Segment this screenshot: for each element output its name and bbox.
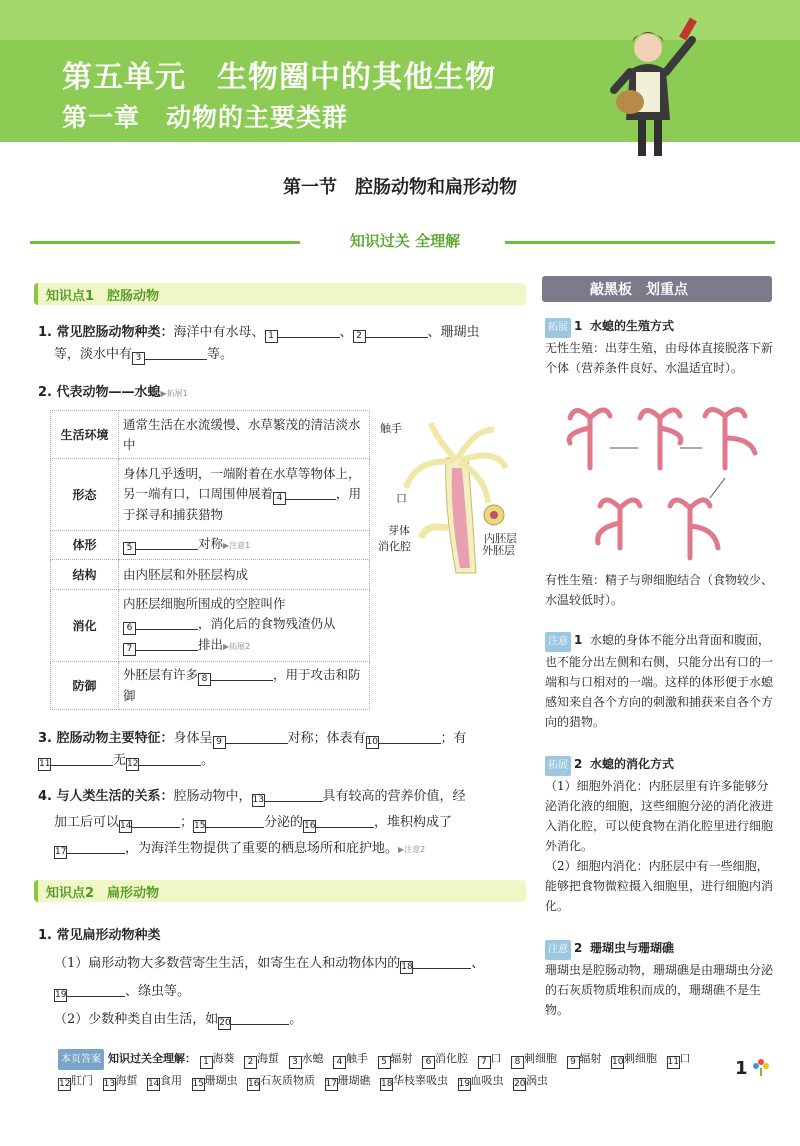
kp2-title: 知识点2 扁形动物: [46, 886, 160, 901]
answer-item: [147, 1074, 182, 1087]
blank-line[interactable]: [379, 730, 441, 744]
answer-item: [200, 1052, 235, 1065]
answer-text: 食用: [160, 1074, 182, 1087]
blank-number-6: 6: [123, 622, 136, 635]
blank-line[interactable]: [413, 955, 471, 969]
text: 分泌的: [264, 815, 304, 830]
answer-item: [567, 1052, 602, 1065]
blank-line[interactable]: [226, 730, 288, 744]
extension-tag[interactable]: ▶拓展1: [160, 389, 188, 398]
blank-line[interactable]: [265, 788, 323, 802]
answer-number: 7: [478, 1056, 491, 1069]
text: 外胚层有许多: [123, 667, 199, 682]
kp1-title-bar: [34, 283, 526, 305]
table-row: [51, 531, 370, 560]
answer-item: [244, 1052, 279, 1065]
text: 对称: [198, 536, 224, 551]
table-key: 形态: [51, 459, 119, 531]
blank-number-8: 8: [198, 673, 211, 686]
text: ；: [180, 815, 194, 830]
blank-number-4: 4: [273, 492, 286, 505]
answer-number: 2: [244, 1056, 257, 1069]
blank-line[interactable]: [145, 346, 207, 360]
blank-line[interactable]: [278, 324, 340, 338]
text: 无: [113, 753, 127, 768]
blank-line[interactable]: [132, 814, 180, 828]
text: 。: [289, 1012, 303, 1027]
knowledge-banner: [30, 230, 775, 254]
answer-item: [478, 1052, 502, 1065]
blank-number-19: 19: [55, 990, 67, 1000]
label-endoderm: 内胚层: [484, 532, 517, 545]
blank-number-20: 20: [219, 1018, 231, 1028]
table-key: 结构: [51, 560, 119, 590]
answer-text: 珊瑚礁: [337, 1074, 371, 1087]
answer-text: 肛门: [71, 1074, 93, 1087]
answer-number: 4: [333, 1056, 346, 1069]
text: 加工后可以: [54, 815, 120, 830]
kp1-item4-head: 4. 与人类生活的关系：: [38, 789, 174, 804]
answer-text: 海蜇: [257, 1052, 279, 1065]
answer-text: 水螅: [301, 1052, 324, 1065]
blank-number-16: 16: [304, 821, 316, 831]
note-tag[interactable]: ▶注意2: [398, 845, 426, 854]
blank-line[interactable]: [136, 637, 198, 651]
answer-number: 13: [103, 1079, 115, 1089]
blank-number-10: 10: [366, 737, 378, 747]
table-row: [51, 560, 370, 590]
table-value: [119, 662, 370, 710]
table-row: [51, 459, 370, 531]
kp1-item1: 1. 常见腔肠动物种类：海洋中有水母、 1 、 2 、珊瑚虫 等，淡水中有 3 等。: [38, 325, 480, 363]
text: 身体几乎透明，一端附着在水草等物体上，另一端有口，口周围伸展着: [123, 466, 361, 501]
note-tag: 注意: [545, 632, 571, 652]
answer-item: [513, 1074, 548, 1087]
blank-number-12: 12: [127, 759, 139, 769]
answer-text: 珊瑚虫: [204, 1074, 238, 1087]
answer-number: 1: [200, 1056, 213, 1069]
answer-number: 20: [514, 1079, 526, 1089]
intracellular-text: （2）细胞内消化：内胚层中有一些细胞，能够把食物微粒摄入细胞里，进行细胞内消化。: [545, 859, 774, 913]
kp1-item2-head: 2. 代表动物——水螅: [38, 385, 161, 400]
text: 腔肠动物中，: [173, 789, 252, 804]
board-title: 敲黑板 划重点: [590, 282, 688, 298]
blank-number-17: 17: [55, 847, 67, 857]
answer-number: 16: [248, 1079, 260, 1089]
answer-number: 9: [567, 1056, 580, 1069]
extension-number: 1: [574, 319, 583, 333]
blank-number-2: 2: [353, 330, 366, 343]
answer-number: 8: [511, 1056, 524, 1069]
answer-item: [458, 1074, 504, 1087]
answer-text: 刺细胞: [624, 1052, 657, 1065]
extension-title: 水螅的生殖方式: [590, 319, 675, 333]
section-title: 第一节 腔肠动物和扁形动物: [283, 177, 517, 198]
answer-text: 触手: [346, 1052, 368, 1065]
table-value: 由内胚层和外胚层构成: [119, 560, 370, 590]
answer-item: [325, 1074, 371, 1087]
answer-text: 辐射: [390, 1052, 413, 1065]
label-bud: 芽体: [388, 524, 410, 537]
answer-item: [378, 1052, 413, 1065]
answer-number: 12: [59, 1079, 71, 1089]
note-number: 1: [574, 633, 583, 647]
kp1-item1-head: 1. 常见腔肠动物种类：: [38, 325, 174, 340]
table-value: [119, 459, 370, 531]
table-row: [51, 662, 370, 710]
note-1: [545, 630, 773, 732]
blank-line[interactable]: [206, 814, 264, 828]
asexual-text: 无性生殖：出芽生殖，由母体直接脱落下新个体（营养条件良好、水温适宜时）。: [545, 341, 774, 375]
table-key: 防御: [51, 662, 119, 710]
table-value: [119, 531, 370, 560]
blank-number-18: 18: [401, 962, 413, 972]
answer-number: 14: [148, 1079, 160, 1089]
extension-title: 水螅的消化方式: [590, 757, 675, 771]
kp1-title: 知识点1 腔肠动物: [46, 289, 160, 304]
answer-number: 11: [667, 1057, 679, 1067]
blank-line[interactable]: [231, 1011, 289, 1025]
note-text: 珊瑚虫是腔肠动物，珊瑚礁是由珊瑚虫分泌的石灰质物质堆积而成的，珊瑚礁不是生物。: [545, 963, 774, 1017]
answer-item: [511, 1052, 557, 1065]
text: ；有: [440, 731, 467, 746]
note-2: [545, 938, 773, 1020]
hydra-diagram: [376, 418, 534, 578]
label-tentacle: 触手: [380, 422, 402, 435]
answer-head: 知识过关全理解：: [108, 1052, 196, 1065]
text: ，堆积构成了: [374, 815, 453, 830]
answer-item: [289, 1052, 324, 1065]
answer-text: 华枝睾吸虫: [393, 1074, 448, 1087]
text: （2）少数种类自由生活，如: [54, 1012, 219, 1027]
answer-number: 19: [458, 1079, 470, 1089]
answer-text: 刺细胞: [524, 1052, 557, 1065]
kp2-title-bar: [34, 880, 526, 902]
page-number: 1: [735, 1058, 748, 1079]
text: 。: [201, 753, 215, 768]
answer-text: 石灰质物质: [260, 1074, 315, 1087]
blank-number-3: 3: [132, 352, 145, 365]
hydra-budding-illustration: [550, 398, 772, 566]
table-row: [51, 411, 370, 459]
flower-icon: [752, 1056, 770, 1076]
text: 具有较高的营养价值，经: [322, 789, 466, 804]
sexual-text: 有性生殖：精子与卵细胞结合（食物较少、水温较低时）。: [545, 573, 774, 607]
banner-line-right: [505, 241, 775, 244]
hydra-table: [50, 410, 370, 710]
sexual-reproduction: [545, 570, 773, 610]
chapter-title: 第一章 动物的主要类群: [62, 103, 349, 132]
blank-number-13: 13: [252, 795, 264, 805]
extension-tag: 拓展: [545, 756, 571, 776]
banner-text: 知识过关 全理解: [349, 232, 461, 250]
answer-text: 口: [679, 1052, 691, 1065]
answer-text: 涡虫: [526, 1074, 548, 1087]
blank-line[interactable]: [67, 983, 125, 997]
answer-number: 17: [325, 1079, 337, 1089]
blank-line[interactable]: [136, 536, 198, 550]
blank-number-9: 9: [213, 736, 226, 749]
answer-item: [247, 1074, 315, 1087]
answer-number: 5: [378, 1056, 391, 1069]
answer-number: 15: [192, 1079, 204, 1089]
label-digestive-cavity: 消化腔: [378, 540, 411, 553]
text: 等。: [207, 347, 234, 362]
blank-line[interactable]: [139, 752, 201, 766]
table-value: 通常生活在水流缓慢、水草繁茂的清洁淡水中: [119, 411, 370, 459]
text: ，消化后的食物残渣仍从: [198, 616, 336, 631]
text: 海洋中有水母、: [173, 325, 265, 340]
answer-item: [58, 1074, 93, 1087]
extension-1: [545, 316, 773, 378]
answer-number: 6: [422, 1056, 435, 1069]
text: 内胚层细胞所围成的空腔叫作: [123, 596, 286, 611]
blank-line[interactable]: [366, 324, 428, 338]
blank-number-5: 5: [123, 542, 136, 555]
cartoon-figure-illustration: [600, 10, 710, 165]
blank-line[interactable]: [51, 752, 113, 766]
table-row: [51, 590, 370, 662]
blank-number-7: 7: [123, 643, 136, 656]
text: 、绦虫等。: [125, 984, 191, 999]
note-text: 水螅的身体不能分出背面和腹面，也不能分出左侧和右侧，只能分出有口的一端和与口相对的一端。这样的体形便于水螅感知来自各个方向的刺激和捕获来自各个方向的猎物。: [545, 633, 774, 729]
label-ectoderm: 外胚层: [482, 544, 515, 557]
answer-text: 海葵: [212, 1052, 235, 1065]
answer-number: 3: [289, 1056, 302, 1069]
unit-title: 第五单元 生物圈中的其他生物: [62, 60, 496, 95]
kp1-item2: [38, 382, 533, 405]
banner-line-left: [30, 241, 300, 244]
blank-line[interactable]: [136, 616, 198, 630]
label-mouth: 口: [396, 492, 407, 505]
answer-key: [58, 1048, 713, 1091]
extension-tag[interactable]: ▶拓展2: [223, 642, 251, 651]
text: 、: [471, 956, 485, 971]
kp2-item1: [38, 922, 533, 1034]
blank-number-15: 15: [194, 821, 206, 831]
blank-number-14: 14: [120, 821, 132, 831]
text: ，用于攻击和防御: [123, 667, 361, 703]
note-tag[interactable]: ▶注意1: [223, 541, 251, 550]
answer-text: 辐射: [579, 1052, 602, 1065]
answer-item: [192, 1074, 238, 1087]
blank-line[interactable]: [211, 667, 273, 681]
kp2-item1-head: 1. 常见扁形动物种类: [38, 928, 161, 943]
text: ，为海洋生物提供了重要的栖息场所和庇护地。: [125, 841, 399, 856]
extracellular-text: （1）细胞外消化：内胚层里有许多能够分泌消化液的细胞，这些细胞分泌的消化液进入消化腔，可以使食物在消化腔里进行细胞外消化。: [545, 779, 774, 853]
text: 排出: [198, 637, 224, 652]
blank-line[interactable]: [286, 486, 336, 500]
table-key: 生活环境: [51, 411, 119, 459]
answer-text: 血吸虫: [470, 1074, 504, 1087]
answer-text: 口: [490, 1052, 502, 1065]
answer-item: [422, 1052, 468, 1065]
text: 对称；体表有: [287, 731, 366, 746]
blank-line[interactable]: [316, 814, 374, 828]
blank-line[interactable]: [67, 840, 125, 854]
note-title: 珊瑚虫与珊瑚礁: [590, 941, 675, 955]
answer-number: 18: [381, 1079, 393, 1089]
answer-label: 本页答案: [58, 1049, 104, 1070]
text: 、珊瑚虫: [427, 325, 480, 340]
kp1-item4: [38, 784, 533, 863]
answer-item: [333, 1052, 368, 1065]
answer-item: [103, 1074, 138, 1087]
note-tag: 注意: [545, 940, 571, 960]
answer-number: 10: [612, 1057, 624, 1067]
text: 身体呈: [173, 731, 213, 746]
extension-number: 2: [574, 757, 583, 771]
blank-number-1: 1: [265, 330, 278, 343]
answer-item: [667, 1052, 691, 1065]
answer-item: [611, 1052, 657, 1065]
text: ，用于探寻和捕获猎物: [123, 486, 362, 522]
text: 等，淡水中有: [54, 347, 133, 362]
table-value: [119, 590, 370, 662]
kp1-item3: [38, 728, 533, 772]
answer-text: 海蜇: [115, 1074, 138, 1087]
extension-2: [545, 754, 773, 916]
table-key: 体形: [51, 531, 119, 560]
key-points-board: [542, 276, 772, 302]
text: （1）扁形动物大多数营寄生生活，如寄生在人和动物体内的: [54, 956, 401, 971]
answer-item: [380, 1074, 448, 1087]
table-key: 消化: [51, 590, 119, 662]
answer-text: 消化腔: [435, 1052, 468, 1065]
note-number: 2: [574, 941, 583, 955]
blank-number-11: 11: [39, 759, 51, 769]
extension-tag: 拓展: [545, 318, 571, 338]
kp1-item3-head: 3. 腔肠动物主要特征：: [38, 731, 174, 746]
